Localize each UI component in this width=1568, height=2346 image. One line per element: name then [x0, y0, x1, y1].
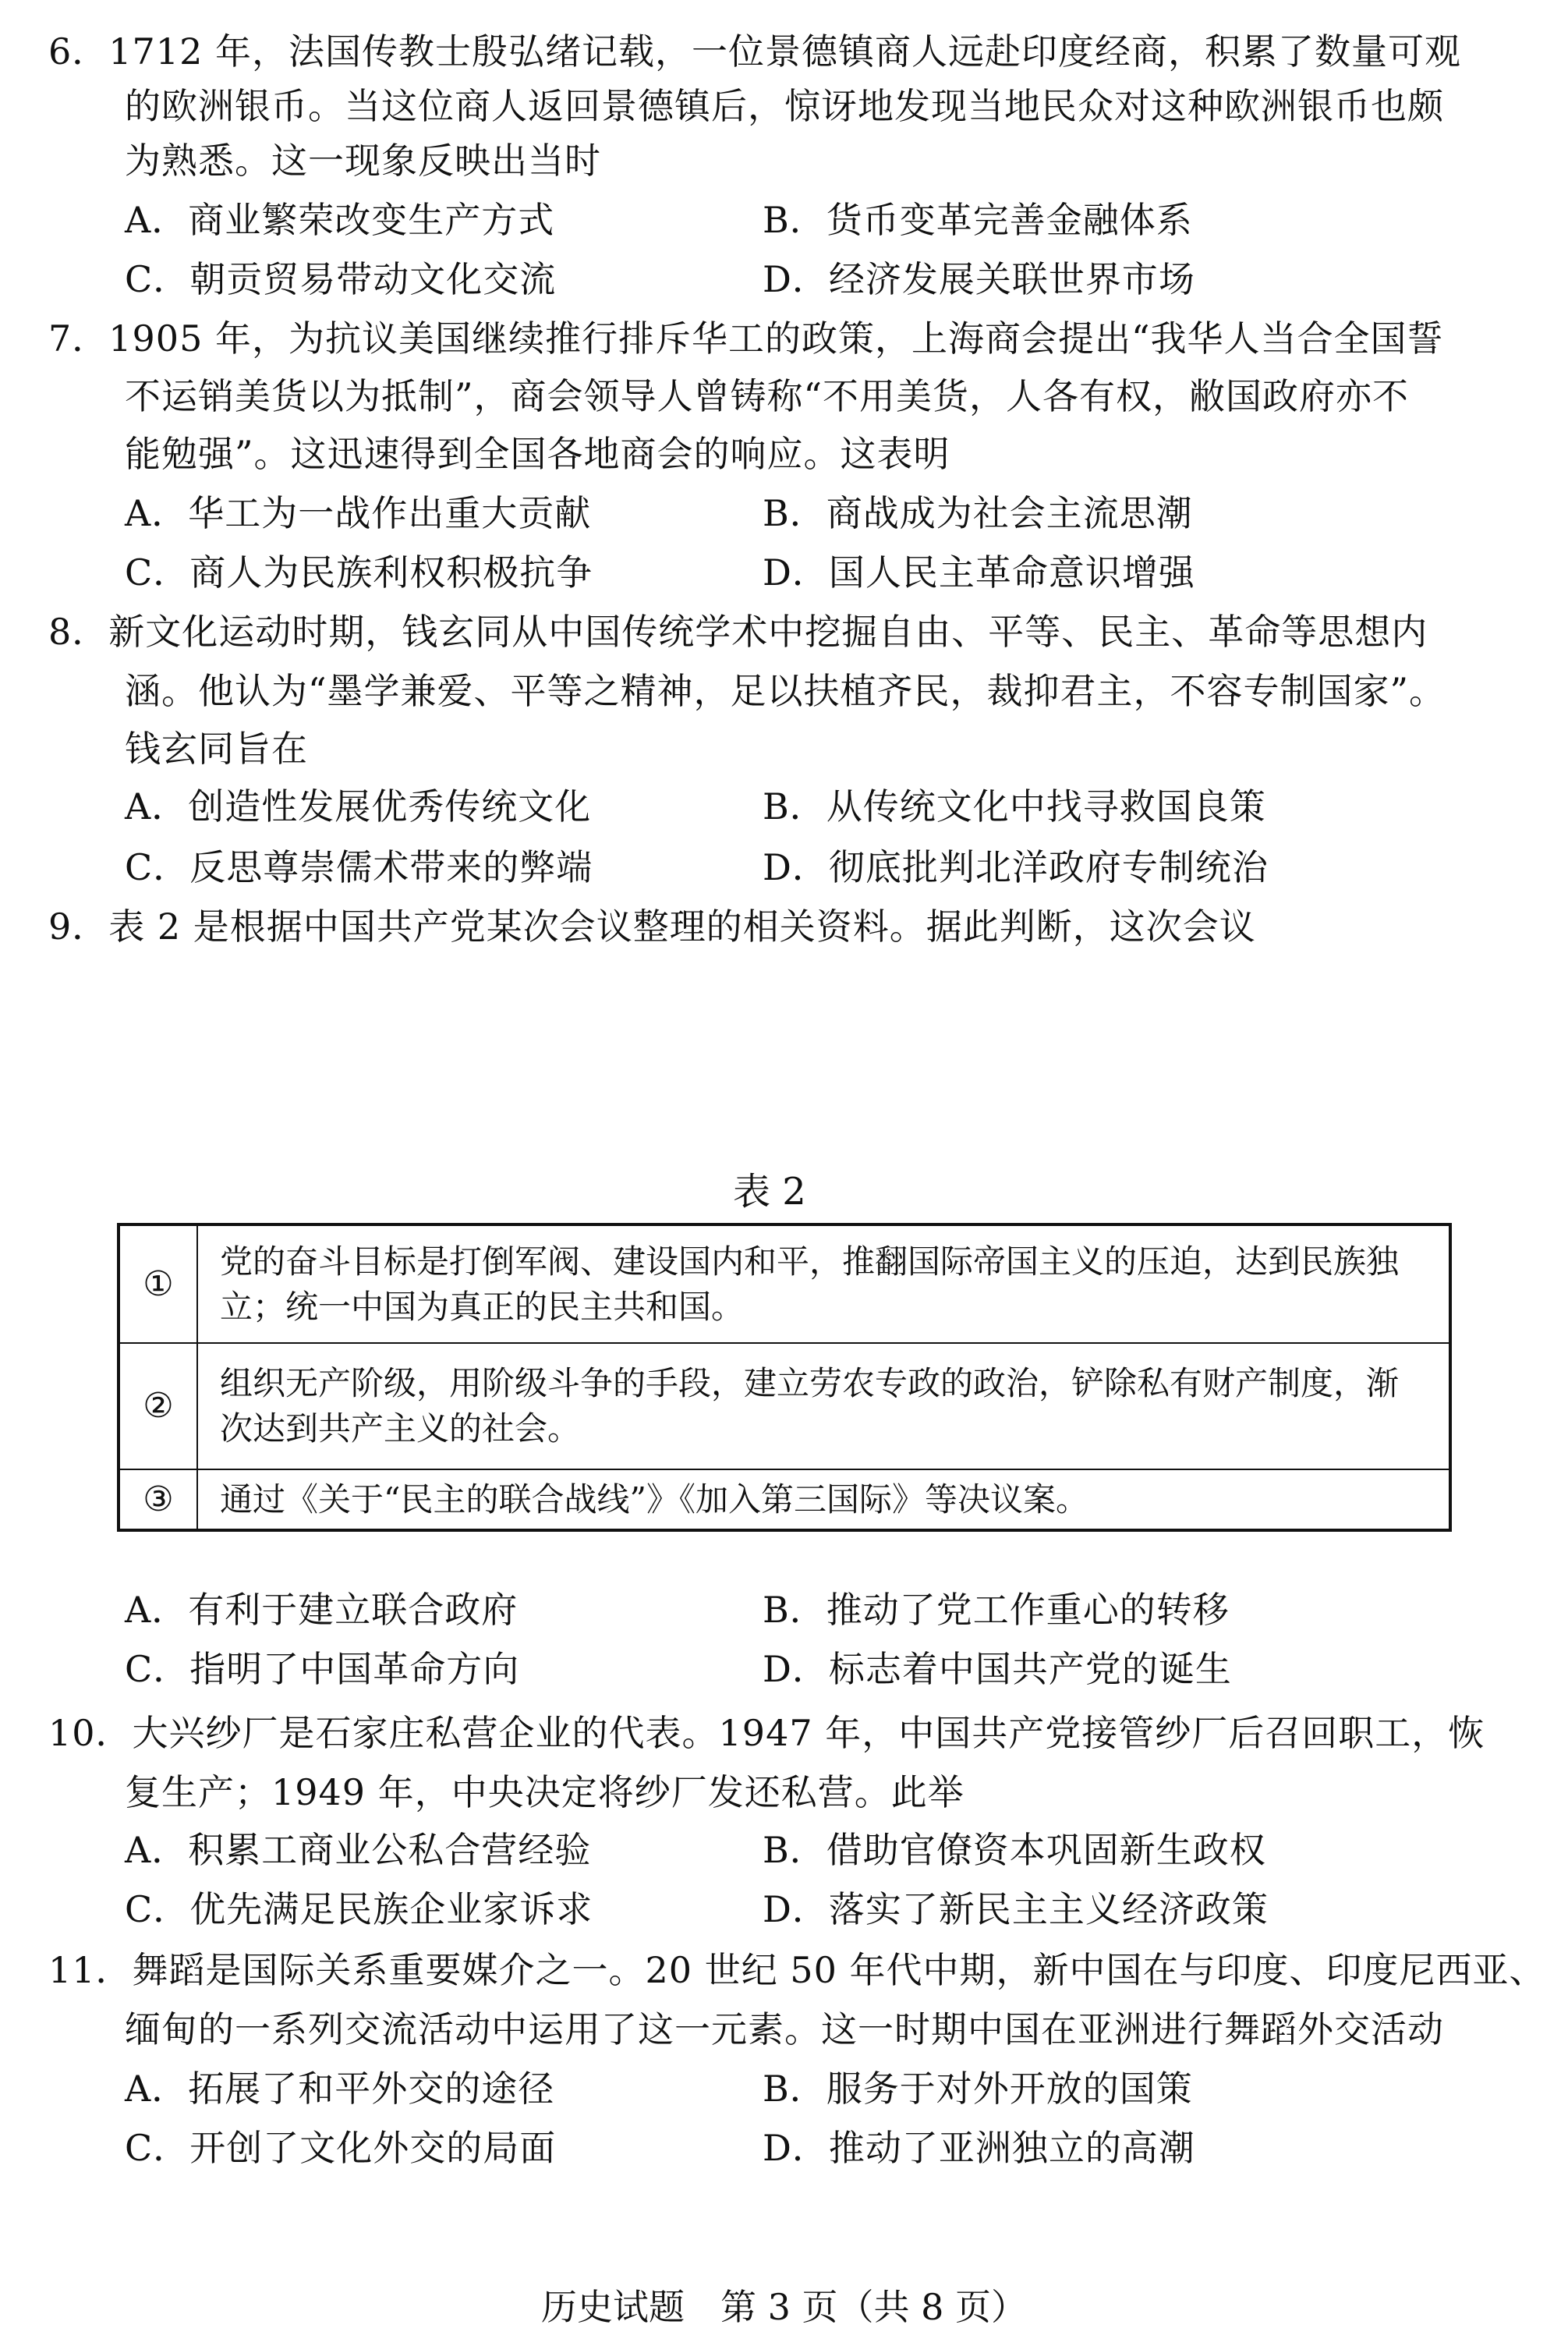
q9-option-a: A．有利于建立联合政府 [125, 1589, 519, 1631]
q8-line-2: 涵。他认为“墨学兼爱、平等之精神，足以扶植齐民，裁抑君主，不容专制国家”。 [125, 670, 1446, 712]
table-2 [117, 1223, 1452, 1532]
table-row-number: ① [119, 1224, 197, 1343]
q11-option-c: C．开创了文化外交的局面 [125, 2127, 557, 2169]
q9-option-b: B．推动了党工作重心的转移 [763, 1589, 1230, 1631]
q9-option-c: C．指明了中国革命方向 [125, 1648, 520, 1690]
q8-line-1: 8．新文化运动时期，钱玄同从中国传统学术中挖掘自由、平等、民主、革命等思想内 [48, 611, 1428, 653]
table-row-number: ② [119, 1343, 197, 1469]
table-row-text: 组织无产阶级，用阶级斗争的手段，建立劳农专政的政治，铲除私有财产制度，渐次达到共产主义的社会。 [197, 1343, 1450, 1469]
q7-line-1: 7．1905 年，为抗议美国继续推行排斥华工的政策，上海商会提出“我华人当合全国誓 [48, 317, 1444, 360]
q7-option-d: D．国人民主革命意识增强 [763, 551, 1195, 594]
q9-line-1: 9．表 2 是根据中国共产党某次会议整理的相关资料。据此判断，这次会议 [48, 905, 1256, 948]
q8-option-a: A．创造性发展优秀传统文化 [125, 785, 592, 827]
page-footer: 历史试题 第 3 页（共 8 页） [540, 2286, 1028, 2328]
q10-line-1: 10．大兴纱厂是石家庄私营企业的代表。1947 年，中国共产党接管纱厂后召回职工，恢 [48, 1712, 1485, 1754]
table-row [119, 1343, 1450, 1469]
q10-option-d: D．落实了新民主主义经济政策 [763, 1888, 1269, 1930]
q8-option-d: D．彻底批判北洋政府专制统治 [763, 846, 1269, 888]
q6-option-a: A．商业繁荣改变生产方式 [125, 199, 555, 241]
q11-line-1: 11．舞蹈是国际关系重要媒介之一。20 世纪 50 年代中期，新中国在与印度、印度尼西亚、 [48, 1949, 1546, 1991]
q6-line-2: 的欧洲银币。当这位商人返回景德镇后，惊讶地发现当地民众对这种欧洲银币也颇 [125, 85, 1444, 127]
q7-option-c: C．商人为民族利权积极抗争 [125, 551, 593, 594]
q7-option-a: A．华工为一战作出重大贡献 [125, 492, 592, 534]
table-row [119, 1469, 1450, 1530]
q10-line-2: 复生产；1949 年，中央决定将纱厂发还私营。此举 [125, 1771, 965, 1813]
table-row-number: ③ [119, 1469, 197, 1530]
q7-option-b: B．商战成为社会主流思潮 [763, 492, 1193, 534]
q7-line-3: 能勉强”。这迅速得到全国各地商会的响应。这表明 [125, 433, 950, 475]
q6-line-3: 为熟悉。这一现象反映出当时 [125, 140, 601, 182]
q6-option-b: B．货币变革完善金融体系 [763, 199, 1193, 241]
q10-option-a: A．积累工商业公私合营经验 [125, 1829, 592, 1871]
q11-option-a: A．拓展了和平外交的途径 [125, 2068, 555, 2110]
q6-option-c: C．朝贡贸易带动文化交流 [125, 258, 557, 300]
q11-line-2: 缅甸的一系列交流活动中运用了这一元素。这一时期中国在亚洲进行舞蹈外交活动 [125, 2008, 1444, 2050]
q8-option-c: C．反思尊崇儒术带来的弊端 [125, 846, 593, 888]
q6-line-1: 6．1712 年，法国传教士殷弘绪记载，一位景德镇商人远赴印度经商，积累了数量可观 [48, 30, 1461, 73]
q6-option-d: D．经济发展关联世界市场 [763, 258, 1195, 300]
q10-option-b: B．借助官僚资本巩固新生政权 [763, 1829, 1266, 1871]
table-row [119, 1224, 1450, 1343]
table-row-text: 党的奋斗目标是打倒军阀、建设国内和平，推翻国际帝国主义的压迫，达到民族独立；统一中国为真正的民主共和国。 [197, 1224, 1450, 1343]
q9-option-d: D．标志着中国共产党的诞生 [763, 1648, 1232, 1690]
q8-option-b: B．从传统文化中找寻救国良策 [763, 785, 1266, 827]
q10-option-c: C．优先满足民族企业家诉求 [125, 1888, 593, 1930]
q8-line-3: 钱玄同旨在 [125, 728, 308, 770]
table-row-text: 通过《关于“民主的联合战线”》《加入第三国际》等决议案。 [197, 1469, 1450, 1530]
q7-line-2: 不运销美货以为抵制”，商会领导人曾铸称“不用美货，人各有权，敝国政府亦不 [125, 375, 1410, 417]
q11-option-d: D．推动了亚洲独立的高潮 [763, 2127, 1195, 2169]
q11-option-b: B．服务于对外开放的国策 [763, 2068, 1193, 2110]
table-2-caption: 表 2 [733, 1170, 806, 1214]
